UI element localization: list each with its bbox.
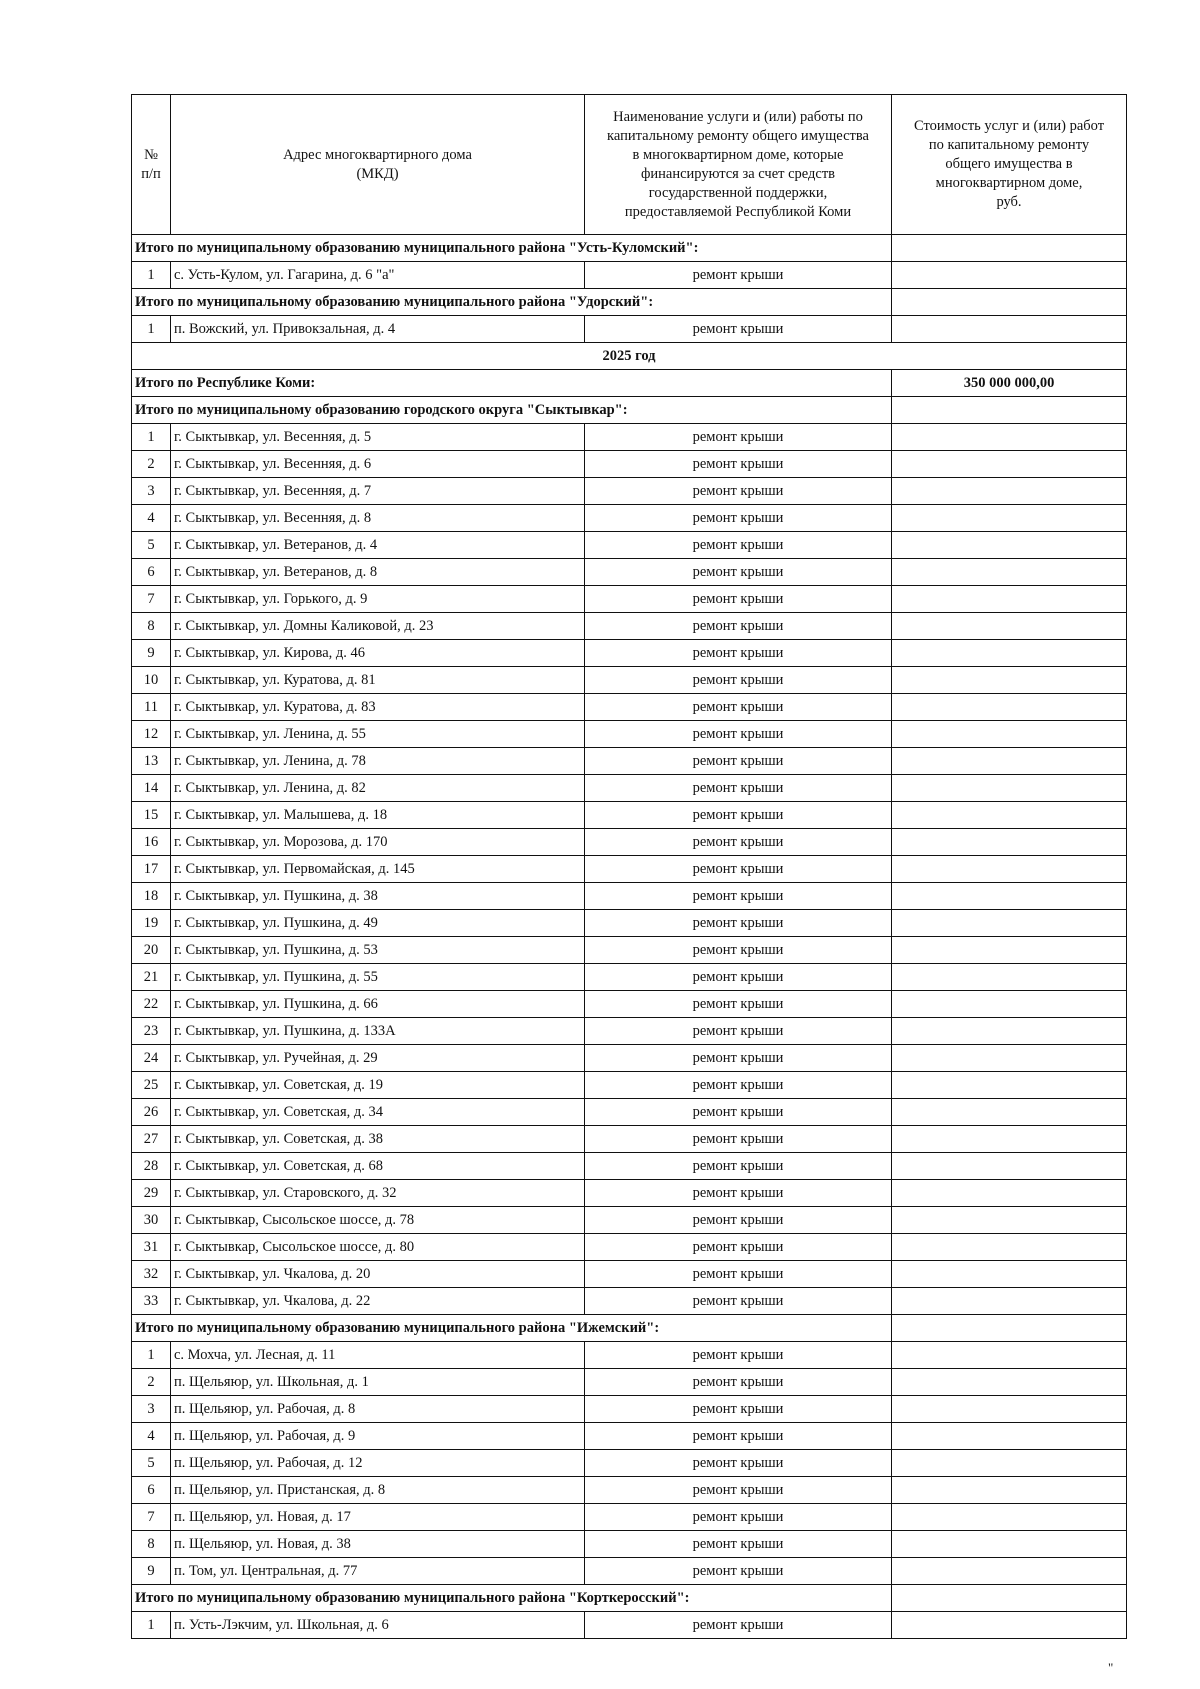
row-number: 17 (132, 856, 171, 883)
table-row (132, 1531, 1127, 1558)
table-row (132, 937, 1127, 964)
row-number: 1 (132, 424, 171, 451)
row-cost (892, 910, 1127, 937)
year-row (132, 343, 1127, 370)
row-number: 25 (132, 1072, 171, 1099)
row-address: г. Сыктывкар, ул. Горького, д. 9 (171, 586, 585, 613)
table-row (132, 316, 1127, 343)
row-work: ремонт крыши (585, 802, 892, 829)
row-address: г. Сыктывкар, ул. Пушкина, д. 66 (171, 991, 585, 1018)
header-cost-line: по капитальному ремонту (928, 137, 1090, 153)
table-row (132, 1558, 1127, 1585)
row-address: г. Сыктывкар, ул. Пушкина, д. 53 (171, 937, 585, 964)
table-row (132, 802, 1127, 829)
row-cost (892, 1234, 1127, 1261)
row-address: п. Том, ул. Центральная, д. 77 (171, 1558, 585, 1585)
group-label: Итого по муниципальному образованию муниципального района "Удорский": (132, 289, 892, 316)
row-address: г. Сыктывкар, ул. Первомайская, д. 145 (171, 856, 585, 883)
table-row (132, 262, 1127, 289)
row-cost (892, 964, 1127, 991)
row-number: 1 (132, 1342, 171, 1369)
row-address: г. Сыктывкар, Сысольское шоссе, д. 78 (171, 1207, 585, 1234)
row-address: п. Щельяюр, ул. Рабочая, д. 8 (171, 1396, 585, 1423)
row-number: 33 (132, 1288, 171, 1315)
table-row (132, 424, 1127, 451)
row-cost (892, 1342, 1127, 1369)
table-row (132, 1450, 1127, 1477)
table-row (132, 613, 1127, 640)
row-work: ремонт крыши (585, 1018, 892, 1045)
table-row (132, 883, 1127, 910)
row-number: 7 (132, 1504, 171, 1531)
group-cost: 350 000 000,00 (892, 370, 1127, 397)
row-cost (892, 1288, 1127, 1315)
row-address: г. Сыктывкар, ул. Чкалова, д. 22 (171, 1288, 585, 1315)
row-cost (892, 1450, 1127, 1477)
row-number: 18 (132, 883, 171, 910)
row-address: г. Сыктывкар, ул. Пушкина, д. 49 (171, 910, 585, 937)
row-work: ремонт крыши (585, 775, 892, 802)
row-number: 6 (132, 559, 171, 586)
row-cost (892, 1504, 1127, 1531)
row-work: ремонт крыши (585, 640, 892, 667)
group-label: Итого по муниципальному образованию муниципального района "Ижемский": (132, 1315, 892, 1342)
row-work: ремонт крыши (585, 1342, 892, 1369)
row-address: п. Усть-Лэкчим, ул. Школьная, д. 6 (171, 1612, 585, 1639)
row-cost (892, 1558, 1127, 1585)
table-row (132, 1342, 1127, 1369)
row-number: 19 (132, 910, 171, 937)
row-address: п. Щельяюр, ул. Пристанская, д. 8 (171, 1477, 585, 1504)
row-cost (892, 1126, 1127, 1153)
header-work-line: Наименование услуги и (или) работы по (613, 108, 863, 125)
row-number: 13 (132, 748, 171, 775)
row-work: ремонт крыши (585, 856, 892, 883)
row-cost (892, 883, 1127, 910)
table-row (132, 775, 1127, 802)
header-address (171, 95, 585, 235)
row-work: ремонт крыши (585, 505, 892, 532)
row-cost (892, 802, 1127, 829)
row-number: 24 (132, 1045, 171, 1072)
table-row (132, 1612, 1127, 1639)
row-number: 11 (132, 694, 171, 721)
row-address: г. Сыктывкар, ул. Старовского, д. 32 (171, 1180, 585, 1207)
group-total-row (132, 397, 1127, 424)
row-work: ремонт крыши (585, 1072, 892, 1099)
row-cost (892, 775, 1127, 802)
header-address-line: (МКД) (356, 165, 399, 182)
row-work: ремонт крыши (585, 1612, 892, 1639)
row-work: ремонт крыши (585, 964, 892, 991)
row-work: ремонт крыши (585, 1126, 892, 1153)
header-num (132, 95, 171, 235)
row-work: ремонт крыши (585, 424, 892, 451)
row-cost (892, 505, 1127, 532)
row-work: ремонт крыши (585, 1153, 892, 1180)
row-cost (892, 316, 1127, 343)
header-num-line: п/п (141, 165, 161, 182)
row-address: с. Мохча, ул. Лесная, д. 11 (171, 1342, 585, 1369)
group-total-row (132, 1585, 1127, 1612)
row-cost (892, 1531, 1127, 1558)
row-work: ремонт крыши (585, 451, 892, 478)
capital-repair-table (131, 94, 1127, 1639)
row-address: г. Сыктывкар, ул. Пушкина, д. 133А (171, 1018, 585, 1045)
header-cost-line: руб. (996, 194, 1022, 210)
table-row (132, 667, 1127, 694)
row-number: 21 (132, 964, 171, 991)
row-number: 3 (132, 1396, 171, 1423)
group-label: Итого по муниципальному образованию муниципального района "Усть-Куломский": (132, 235, 892, 262)
row-address: п. Щельяюр, ул. Школьная, д. 1 (171, 1369, 585, 1396)
table-row (132, 721, 1127, 748)
row-cost (892, 1045, 1127, 1072)
row-cost (892, 1018, 1127, 1045)
row-work: ремонт крыши (585, 937, 892, 964)
row-work: ремонт крыши (585, 721, 892, 748)
row-work: ремонт крыши (585, 748, 892, 775)
row-number: 20 (132, 937, 171, 964)
row-cost (892, 640, 1127, 667)
row-number: 9 (132, 1558, 171, 1585)
table-row (132, 1045, 1127, 1072)
header-work-line: государственной поддержки, (648, 184, 828, 201)
header-cost-line: Стоимость услуг и (или) работ (913, 118, 1105, 134)
row-number: 2 (132, 451, 171, 478)
row-work: ремонт крыши (585, 667, 892, 694)
row-cost (892, 721, 1127, 748)
table-row (132, 1261, 1127, 1288)
header-work-line: капитальному ремонту общего имущества (607, 127, 869, 144)
row-cost (892, 613, 1127, 640)
year-label: 2025 год (132, 343, 1127, 370)
table-row (132, 1153, 1127, 1180)
row-work: ремонт крыши (585, 1180, 892, 1207)
table-row (132, 910, 1127, 937)
row-address: г. Сыктывкар, ул. Ленина, д. 82 (171, 775, 585, 802)
row-cost (892, 748, 1127, 775)
row-cost (892, 829, 1127, 856)
row-number: 15 (132, 802, 171, 829)
row-work: ремонт крыши (585, 586, 892, 613)
row-address: г. Сыктывкар, ул. Советская, д. 68 (171, 1153, 585, 1180)
group-label: Итого по муниципальному образованию городского округа "Сыктывкар": (132, 397, 892, 424)
header-num-line: № (144, 146, 158, 163)
table-row (132, 964, 1127, 991)
table-row (132, 532, 1127, 559)
row-number: 8 (132, 613, 171, 640)
row-address: г. Сыктывкар, ул. Куратова, д. 83 (171, 694, 585, 721)
table-row (132, 451, 1127, 478)
row-work: ремонт крыши (585, 262, 892, 289)
table-row (132, 856, 1127, 883)
row-number: 16 (132, 829, 171, 856)
row-number: 4 (132, 505, 171, 532)
row-number: 31 (132, 1234, 171, 1261)
table-row (132, 640, 1127, 667)
row-address: г. Сыктывкар, ул. Ленина, д. 78 (171, 748, 585, 775)
header-address-line: Адрес многоквартирного дома (283, 146, 472, 163)
table-row (132, 1369, 1127, 1396)
group-label: Итого по Республике Коми: (132, 370, 892, 397)
row-address: г. Сыктывкар, ул. Малышева, д. 18 (171, 802, 585, 829)
row-cost (892, 1072, 1127, 1099)
row-work: ремонт крыши (585, 1099, 892, 1126)
header-cost-line: многоквартирном доме, (935, 175, 1083, 191)
header-work-line: в многоквартирном доме, которые (632, 146, 844, 163)
group-total-row (132, 235, 1127, 262)
row-cost (892, 1207, 1127, 1234)
table-row (132, 1288, 1127, 1315)
row-cost (892, 1612, 1127, 1639)
row-address: г. Сыктывкар, ул. Весенняя, д. 8 (171, 505, 585, 532)
row-work: ремонт крыши (585, 910, 892, 937)
row-work: ремонт крыши (585, 1207, 892, 1234)
row-cost (892, 1396, 1127, 1423)
row-work: ремонт крыши (585, 1045, 892, 1072)
row-work: ремонт крыши (585, 1477, 892, 1504)
row-address: г. Сыктывкар, ул. Советская, д. 34 (171, 1099, 585, 1126)
header-cost-line: общего имущества в (945, 156, 1073, 172)
row-address: г. Сыктывкар, ул. Советская, д. 19 (171, 1072, 585, 1099)
row-number: 22 (132, 991, 171, 1018)
row-number: 12 (132, 721, 171, 748)
row-address: г. Сыктывкар, ул. Кирова, д. 46 (171, 640, 585, 667)
header-work-line: финансируются за счет средств (640, 165, 836, 182)
row-number: 26 (132, 1099, 171, 1126)
row-number: 14 (132, 775, 171, 802)
row-address: г. Сыктывкар, ул. Весенняя, д. 7 (171, 478, 585, 505)
row-number: 5 (132, 532, 171, 559)
table-row (132, 1099, 1127, 1126)
group-total-row (132, 370, 1127, 397)
row-cost (892, 532, 1127, 559)
row-cost (892, 559, 1127, 586)
row-number: 32 (132, 1261, 171, 1288)
row-address: п. Вожский, ул. Привокзальная, д. 4 (171, 316, 585, 343)
row-cost (892, 262, 1127, 289)
table-row (132, 1018, 1127, 1045)
row-work: ремонт крыши (585, 694, 892, 721)
row-number: 6 (132, 1477, 171, 1504)
row-address: г. Сыктывкар, ул. Ленина, д. 55 (171, 721, 585, 748)
row-number: 28 (132, 1153, 171, 1180)
header-cost (892, 95, 1127, 235)
row-work: ремонт крыши (585, 1531, 892, 1558)
row-work: ремонт крыши (585, 478, 892, 505)
row-number: 23 (132, 1018, 171, 1045)
group-cost (892, 397, 1127, 424)
table-body (132, 235, 1127, 1639)
row-number: 7 (132, 586, 171, 613)
table-row (132, 694, 1127, 721)
table-row (132, 1396, 1127, 1423)
table-row (132, 1126, 1127, 1153)
table-row (132, 478, 1127, 505)
table-row (132, 1477, 1127, 1504)
row-number: 2 (132, 1369, 171, 1396)
table-row (132, 1423, 1127, 1450)
row-address: п. Щельяюр, ул. Рабочая, д. 9 (171, 1423, 585, 1450)
row-work: ремонт крыши (585, 1450, 892, 1477)
row-work: ремонт крыши (585, 1288, 892, 1315)
group-label: Итого по муниципальному образованию муниципального района "Корткеросский": (132, 1585, 892, 1612)
row-number: 8 (132, 1531, 171, 1558)
row-number: 29 (132, 1180, 171, 1207)
row-number: 9 (132, 640, 171, 667)
table-row (132, 991, 1127, 1018)
row-work: ремонт крыши (585, 1396, 892, 1423)
row-cost (892, 1099, 1127, 1126)
group-cost (892, 1585, 1127, 1612)
row-cost (892, 1423, 1127, 1450)
row-address: г. Сыктывкар, ул. Советская, д. 38 (171, 1126, 585, 1153)
group-total-row (132, 289, 1127, 316)
page-mark: " (1108, 1660, 1114, 1675)
row-address: г. Сыктывкар, ул. Морозова, д. 170 (171, 829, 585, 856)
row-work: ремонт крыши (585, 991, 892, 1018)
row-cost (892, 451, 1127, 478)
row-address: с. Усть-Кулом, ул. Гагарина, д. 6 "а" (171, 262, 585, 289)
row-number: 1 (132, 262, 171, 289)
row-work: ремонт крыши (585, 1558, 892, 1585)
row-cost (892, 1477, 1127, 1504)
row-address: г. Сыктывкар, ул. Куратова, д. 81 (171, 667, 585, 694)
row-address: г. Сыктывкар, ул. Пушкина, д. 38 (171, 883, 585, 910)
row-cost (892, 1153, 1127, 1180)
table-row (132, 1234, 1127, 1261)
group-cost (892, 1315, 1127, 1342)
table-row (132, 829, 1127, 856)
table-row (132, 1180, 1127, 1207)
table-row (132, 1207, 1127, 1234)
table-row (132, 505, 1127, 532)
row-number: 4 (132, 1423, 171, 1450)
row-address: г. Сыктывкар, ул. Весенняя, д. 5 (171, 424, 585, 451)
row-cost (892, 856, 1127, 883)
row-cost (892, 1369, 1127, 1396)
row-number: 3 (132, 478, 171, 505)
row-number: 30 (132, 1207, 171, 1234)
row-cost (892, 424, 1127, 451)
row-address: г. Сыктывкар, ул. Весенняя, д. 6 (171, 451, 585, 478)
row-address: г. Сыктывкар, ул. Чкалова, д. 20 (171, 1261, 585, 1288)
row-work: ремонт крыши (585, 532, 892, 559)
row-cost (892, 1261, 1127, 1288)
row-address: п. Щельяюр, ул. Рабочая, д. 12 (171, 1450, 585, 1477)
row-number: 10 (132, 667, 171, 694)
row-number: 27 (132, 1126, 171, 1153)
header-work (585, 95, 892, 235)
row-cost (892, 586, 1127, 613)
row-address: п. Щельяюр, ул. Новая, д. 17 (171, 1504, 585, 1531)
row-work: ремонт крыши (585, 1369, 892, 1396)
row-work: ремонт крыши (585, 559, 892, 586)
row-number: 1 (132, 1612, 171, 1639)
row-address: п. Щельяюр, ул. Новая, д. 38 (171, 1531, 585, 1558)
group-total-row (132, 1315, 1127, 1342)
row-work: ремонт крыши (585, 1504, 892, 1531)
row-address: г. Сыктывкар, ул. Пушкина, д. 55 (171, 964, 585, 991)
row-address: г. Сыктывкар, ул. Домны Каликовой, д. 23 (171, 613, 585, 640)
row-cost (892, 1180, 1127, 1207)
row-number: 5 (132, 1450, 171, 1477)
table-row (132, 748, 1127, 775)
row-number: 1 (132, 316, 171, 343)
row-cost (892, 937, 1127, 964)
group-cost (892, 235, 1127, 262)
row-work: ремонт крыши (585, 1423, 892, 1450)
table-row (132, 559, 1127, 586)
table-row (132, 586, 1127, 613)
row-work: ремонт крыши (585, 883, 892, 910)
row-work: ремонт крыши (585, 1234, 892, 1261)
row-work: ремонт крыши (585, 316, 892, 343)
row-cost (892, 667, 1127, 694)
header-work-line: предоставляемой Республикой Коми (624, 203, 852, 220)
row-cost (892, 478, 1127, 505)
row-cost (892, 991, 1127, 1018)
row-address: г. Сыктывкар, ул. Ветеранов, д. 4 (171, 532, 585, 559)
row-cost (892, 694, 1127, 721)
table-row (132, 1504, 1127, 1531)
row-work: ремонт крыши (585, 1261, 892, 1288)
row-address: г. Сыктывкар, ул. Ветеранов, д. 8 (171, 559, 585, 586)
row-work: ремонт крыши (585, 613, 892, 640)
row-address: г. Сыктывкар, ул. Ручейная, д. 29 (171, 1045, 585, 1072)
row-work: ремонт крыши (585, 829, 892, 856)
table-row (132, 1072, 1127, 1099)
group-cost (892, 289, 1127, 316)
row-address: г. Сыктывкар, Сысольское шоссе, д. 80 (171, 1234, 585, 1261)
table-header (132, 95, 1127, 235)
